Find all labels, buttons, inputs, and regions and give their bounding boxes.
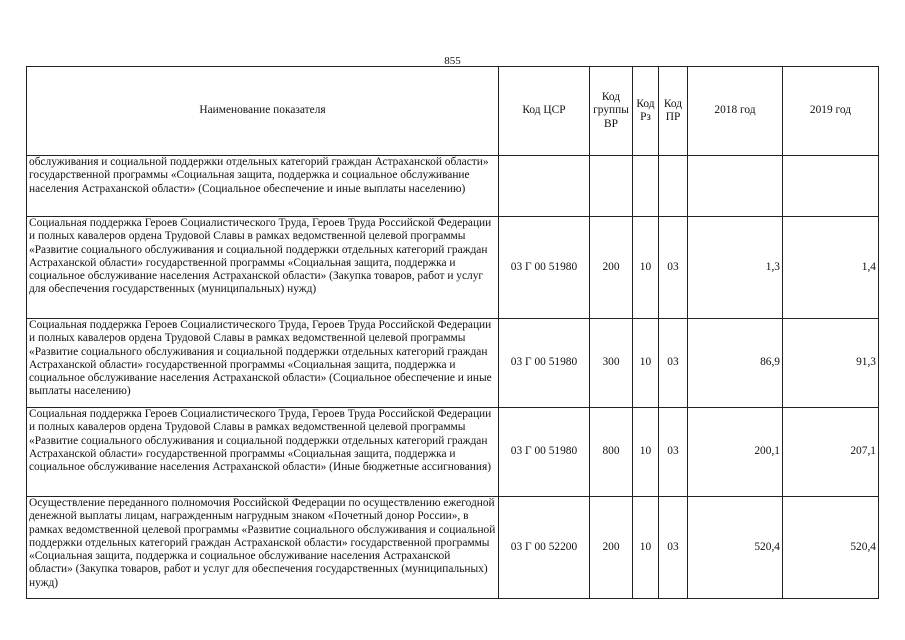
row-csr-code: 03 Г 00 51980	[499, 408, 590, 497]
row-pr-code: 03	[659, 319, 688, 408]
row-value-2018: 200,1	[688, 408, 783, 497]
row-name: обслуживания и социальной поддержки отдельных категорий граждан Астраханской области» государственной программы «Социальная защита, поддержка и социальное обслуживание населения Астраханской области» (Социальное обеспечение и иные выплаты населению)	[27, 156, 499, 217]
row-name: Социальная поддержка Героев Социалистического Труда, Героев Труда Российской Федерации и полных кавалеров ордена Трудовой Славы в рамках ведомственной целевой программы «Развитие социального обслуживания и социальной поддержки отдельных категорий граждан Астраханской области» государственной программы «Социальная защита, поддержка и социальное обслуживание населения Астраханской области» (Социальное обеспечение и иные выплаты населению)	[27, 319, 499, 408]
row-name: Социальная поддержка Героев Социалистического Труда, Героев Труда Российской Федерации и полных кавалеров ордена Трудовой Славы в рамках ведомственной целевой программы «Развитие социального обслуживания и социальной поддержки отдельных категорий граждан Астраханской области» государственной программы «Социальная защита, поддержка и социальное обслуживание населения Астраханской области» (Закупка товаров, работ и услуг для обеспечения государственных (муниципальных) нужд)	[27, 217, 499, 319]
table-header-row	[27, 67, 879, 156]
table-row	[27, 319, 879, 408]
row-pr-code: 03	[659, 408, 688, 497]
row-name: Социальная поддержка Героев Социалистического Труда, Героев Труда Российской Федерации и полных кавалеров ордена Трудовой Славы в рамках ведомственной целевой программы «Развитие социального обслуживания и социальной поддержки отдельных категорий граждан Астраханской области» государственной программы «Социальная защита, поддержка и социальное обслуживание населения Астраханской области» (Иные бюджетные ассигнования)	[27, 408, 499, 497]
row-pr-code: 03	[659, 497, 688, 599]
row-value-2019: 91,3	[783, 319, 879, 408]
row-pr-code	[659, 156, 688, 217]
row-vr-code: 800	[590, 408, 633, 497]
row-value-2019: 520,4	[783, 497, 879, 599]
row-vr-code: 300	[590, 319, 633, 408]
row-rz-code	[633, 156, 659, 217]
header-year-2019: 2019 год	[783, 67, 879, 156]
page-number: 855	[444, 55, 461, 67]
row-csr-code: 03 Г 00 51980	[499, 217, 590, 319]
row-value-2018: 1,3	[688, 217, 783, 319]
header-year-2018: 2018 год	[688, 67, 783, 156]
header-csr-code: Код ЦСР	[499, 67, 590, 156]
row-vr-code: 200	[590, 217, 633, 319]
row-rz-code: 10	[633, 408, 659, 497]
table-row	[27, 408, 879, 497]
row-value-2019: 1,4	[783, 217, 879, 319]
row-rz-code: 10	[633, 319, 659, 408]
table-row	[27, 217, 879, 319]
row-csr-code	[499, 156, 590, 217]
row-value-2018	[688, 156, 783, 217]
row-value-2018: 520,4	[688, 497, 783, 599]
table-row	[27, 497, 879, 599]
row-vr-code: 200	[590, 497, 633, 599]
header-vr-code: Код группы ВР	[590, 67, 633, 156]
row-value-2018: 86,9	[688, 319, 783, 408]
row-value-2019: 207,1	[783, 408, 879, 497]
row-csr-code: 03 Г 00 51980	[499, 319, 590, 408]
row-rz-code: 10	[633, 497, 659, 599]
header-rz-code: Код Рз	[633, 67, 659, 156]
budget-table	[26, 66, 879, 599]
row-csr-code: 03 Г 00 52200	[499, 497, 590, 599]
row-name: Осуществление переданного полномочия Российской Федерации по осуществлению ежегодной денежной выплаты лицам, награжденным нагрудным знаком «Почетный донор России», в рамках ведомственной целевой программы «Развитие социального обслуживания и социальной поддержки отдельных категорий граждан Астраханской области» государственной программы «Социальная защита, поддержка и социальное обслуживание населения Астраханской области» (Закупка товаров, работ и услуг для обеспечения государственных (муниципальных) нужд)	[27, 497, 499, 599]
row-value-2019	[783, 156, 879, 217]
row-pr-code: 03	[659, 217, 688, 319]
row-vr-code	[590, 156, 633, 217]
table-row	[27, 156, 879, 217]
row-rz-code: 10	[633, 217, 659, 319]
header-pr-code: Код ПР	[659, 67, 688, 156]
header-name: Наименование показателя	[27, 67, 499, 156]
